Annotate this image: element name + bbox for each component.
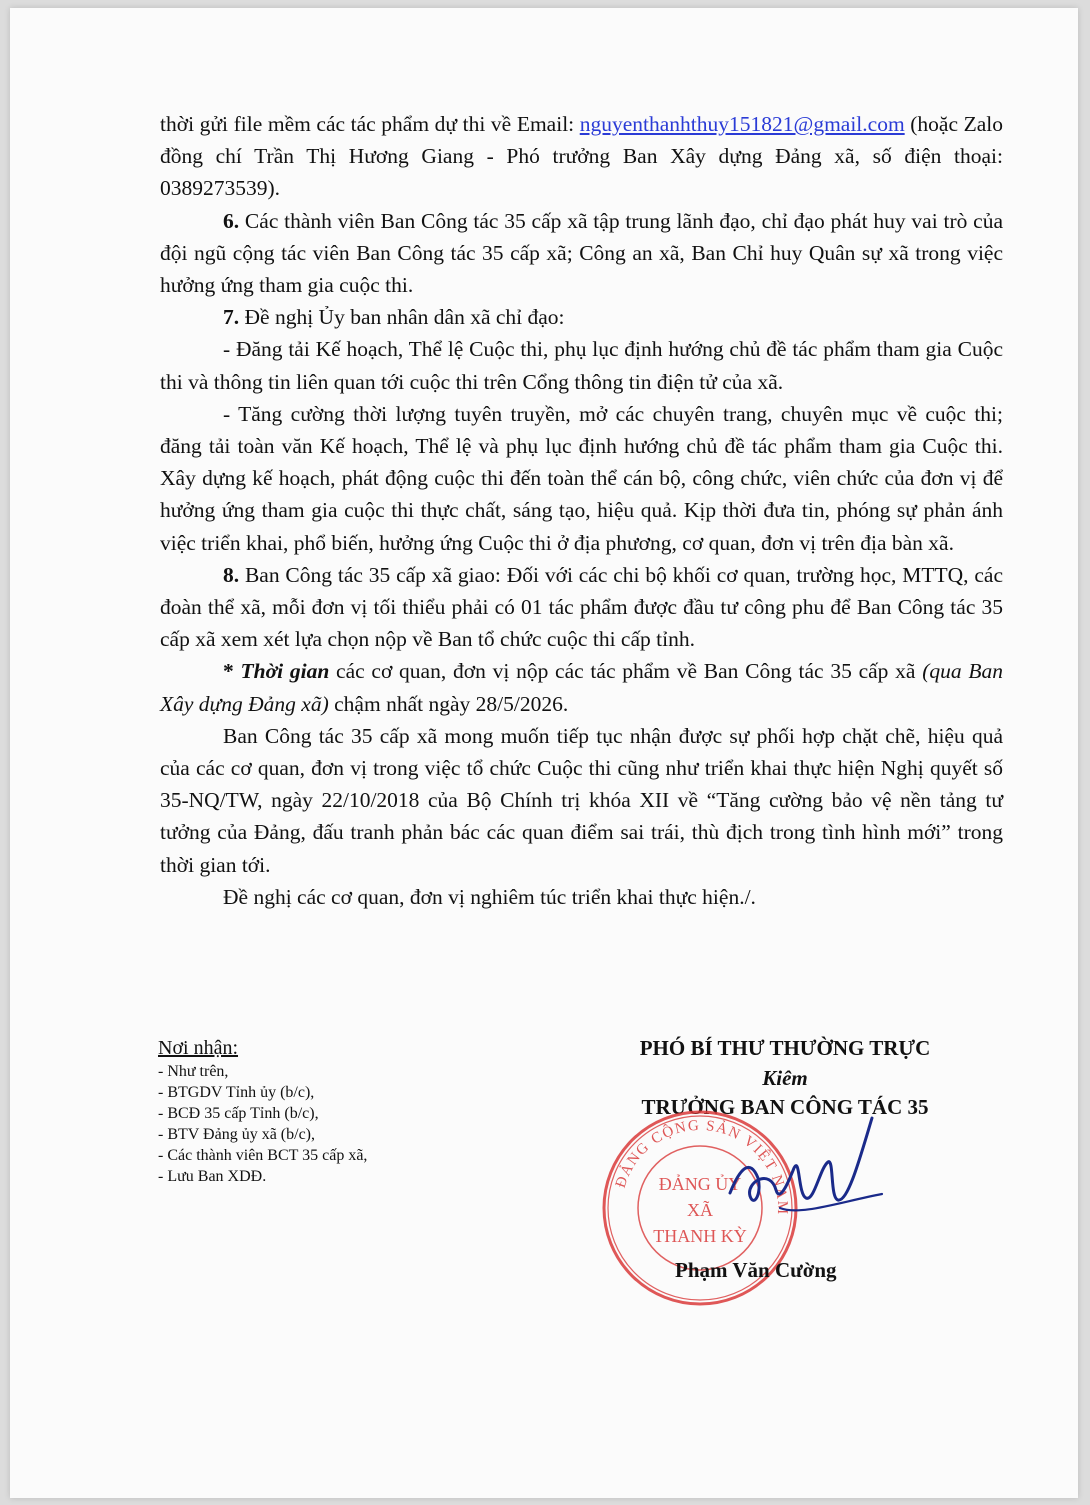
recipient-item: - Lưu Ban XDĐ. [158,1168,267,1185]
paragraph-8: 8. Ban Công tác 35 cấp xã giao: Đối với các chi bộ khối cơ quan, trường học, MTTQ, các đoàn thể xã, mỗi đơn vị tối thiểu phải có 01 tác phẩm được đầu tư công phu để Ban Công tác 35 cấp xã xem xét lựa chọn nộp về Ban tổ chức cuộc thi cấp tỉnh. [160,562,1003,652]
recipients-block [158,1035,538,1187]
paragraph-email: thời gửi file mềm các tác phẩm dự thi về Email: nguyenthanhthuy151821@gmail.com (hoặc Zalo đồng chí Trần Thị Hương Giang - Phó trưởng Ban Xây dựng Đảng xã, số điện thoại: 0389273539). [160,112,1003,201]
deadline-label: Thời gian [240,659,330,684]
signer-name: Phạm Văn Cường [675,1258,837,1282]
svg-text:ĐẢNG CỘNG SẢN VIỆT NAM: ĐẢNG CỘNG SẢN VIỆT NAM [612,1117,791,1216]
item-number: 6. [223,208,240,233]
recipient-item: - BCĐ 35 cấp Tỉnh (b/c), [158,1105,319,1122]
recipient-item: - BTV Đảng ủy xã (b/c), [158,1126,315,1143]
seal-line-1: ĐẢNG ỦY [658,1174,742,1194]
item-number: 8. [223,562,240,587]
email-link[interactable]: nguyenthanhthuy151821@gmail.com [579,112,905,136]
paragraph-7: 7. Đề nghị Ủy ban nhân dân xã chỉ đạo: [223,305,565,330]
paragraph-closing: Ban Công tác 35 cấp xã mong muốn tiếp tục nhận được sự phối hợp chặt chẽ, hiệu quả của các cơ quan, đơn vị trong việc tổ chức Cuộc thi cũng như triển khai thực hiện Nghị quyết số 35-NQ/TW, ngày 22/10/2018 của Bộ Chính trị khóa XII về “Tăng cường bảo vệ nền tảng tư tưởng của Đảng, đấu tranh phản bác các quan điểm sai trái, thù địch trong tình hình mới” trong thời gian tới. [160,723,1003,877]
document-body [160,108,1003,913]
paragraph-7b: - Tăng cường thời lượng tuyên truyền, mở các chuyên trang, chuyên mục về cuộc thi; đăng tải toàn văn Kế hoạch, Thể lệ và phụ lục định hướng chủ đề tác phẩm tham gia Cuộc thi. Xây dựng kế hoạch, phát động cuộc thi đến toàn thể cán bộ, công chức, viên chức của đơn vị để hưởng ứng tham gia cuộc thi thực chất, sáng tạo, hiệu quả. Kịp thời đưa tin, phóng sự phản ánh việc triển khai, phổ biến, hưởng ứng Cuộc thi ở địa phương, cơ quan, đơn vị trên địa bàn xã. [160,401,1003,555]
signer-title-2: TRƯỞNG BAN CÔNG TÁC 35 [641,1095,929,1119]
document-page [10,8,1078,1498]
recipients-heading: Nơi nhận: [158,1037,239,1059]
item-number: 7. [223,305,240,330]
seal-line-3: THANH KỲ [653,1226,747,1246]
handwritten-signature-icon [710,1098,890,1248]
recipient-item: - Các thành viên BCT 35 cấp xã, [158,1147,368,1164]
recipient-item: - Như trên, [158,1063,229,1080]
paragraph-final: Đề nghị các cơ quan, đơn vị nghiêm túc triển khai thực hiện./. [223,884,756,909]
paragraph-7a: - Đăng tải Kế hoạch, Thể lệ Cuộc thi, phụ lục định hướng chủ đề tác phẩm tham gia Cuộc thi và thông tin liên quan tới cuộc thi trên Cổng thông tin điện tử của xã. [160,337,1003,394]
signer-title-concurrent: Kiêm [762,1066,808,1090]
signer-title: PHÓ BÍ THƯ THƯỜNG TRỰC [639,1036,931,1060]
paragraph-deadline: * Thời gian các cơ quan, đơn vị nộp các tác phẩm về Ban Công tác 35 cấp xã (qua Ban Xây dựng Đảng xã) chậm nhất ngày 28/5/2026. [160,659,1003,716]
paragraph-6: 6. Các thành viên Ban Công tác 35 cấp xã tập trung lãnh đạo, chỉ đạo phát huy vai trò của đội ngũ cộng tác viên Ban Công tác 35 cấp xã; Công an xã, Ban Chỉ huy Quân sự xã trong việc hưởng ứng tham gia cuộc thi. [160,208,1003,298]
recipient-item: - BTGDV Tỉnh ủy (b/c), [158,1084,315,1101]
seal-line-2: XÃ [687,1200,713,1220]
